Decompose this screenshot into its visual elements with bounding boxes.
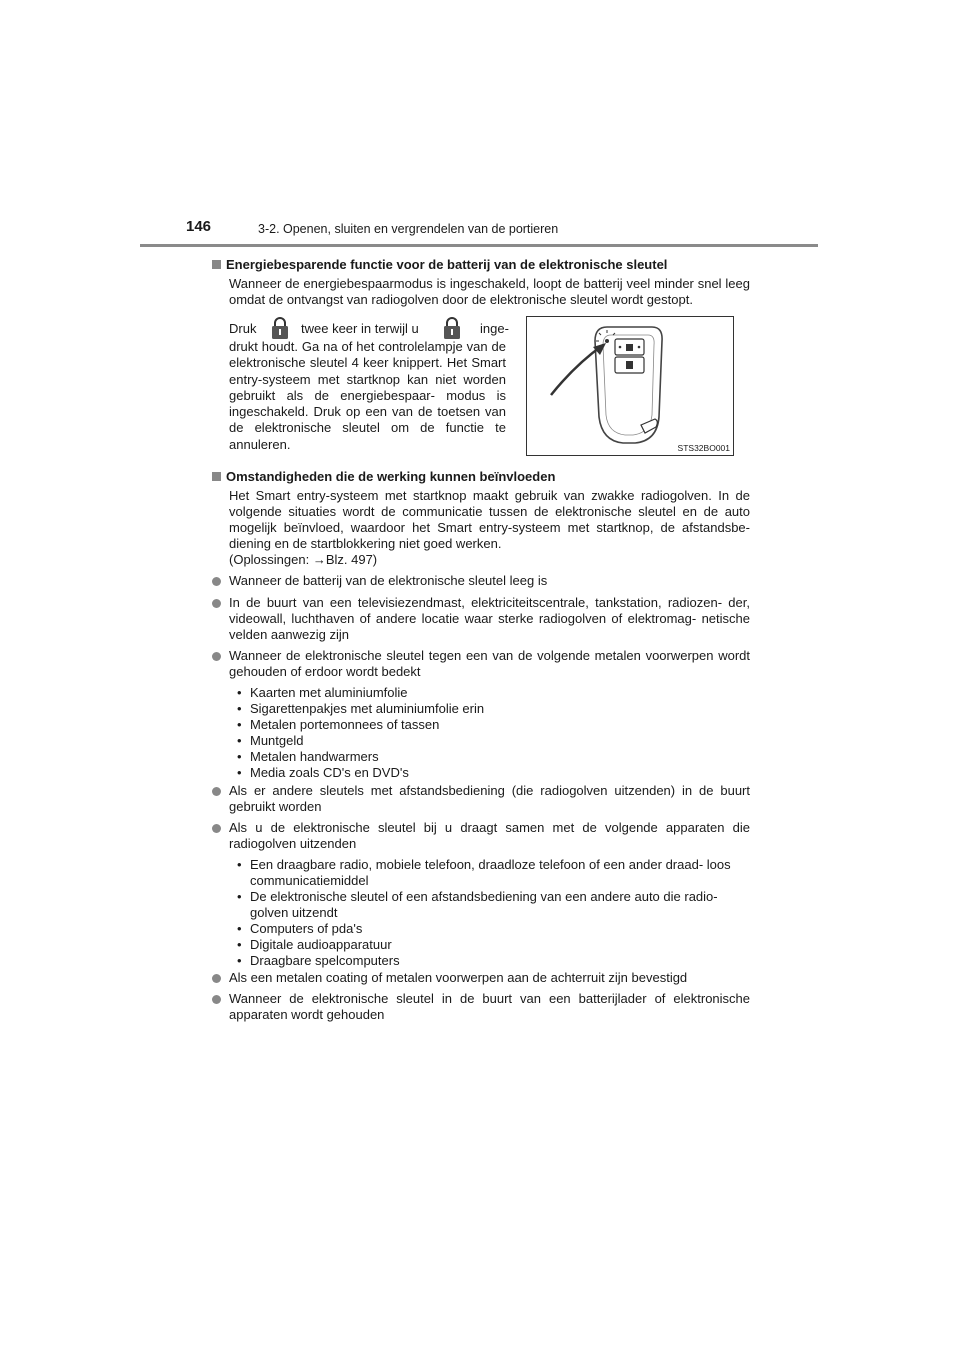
section-heading: Omstandigheden die de werking kunnen beïnvloeden — [212, 469, 555, 484]
section-heading: Energiebesparende functie voor de batterij van de elektronische sleutel — [212, 257, 667, 272]
list-item: • Muntgeld — [237, 733, 304, 748]
lock-icon — [443, 316, 461, 340]
square-bullet-icon — [212, 260, 221, 269]
metal-objects-list — [237, 685, 750, 781]
list-item: In de buurt van een televisiezendmast, elektriciteitscentrale, tankstation, radiozen- der, videowall, luchthaven of andere locatie waar sterke radiogolven of elektromag- netische velden aanwezig zijn — [212, 595, 750, 643]
list-item: • Metalen portemonnees of tassen — [237, 717, 440, 732]
druk-word: Druk — [229, 321, 257, 336]
list-item: • Een draagbare radio, mobiele telefoon, draadloze telefoon of een ander draad- loos communicatiemiddel — [237, 857, 731, 888]
square-bullet-icon — [212, 472, 221, 481]
circle-bullet-icon — [212, 599, 221, 608]
list-item: Als er andere sleutels met afstandsbediening (die radiogolven uitzenden) in de buurt gebruikt worden — [212, 783, 750, 815]
list-item: Als een metalen coating of metalen voorwerpen aan de achterruit zijn bevestigd — [212, 970, 750, 986]
list-item: • Media zoals CD's en DVD's — [237, 765, 409, 780]
circle-bullet-icon — [212, 787, 221, 796]
list-item: • Metalen handwarmers — [237, 749, 379, 764]
list-item: • Digitale audioapparatuur — [237, 937, 392, 952]
page-number: 146 — [186, 218, 212, 235]
list-item: • Sigarettenpakjes met aluminiumfolie erin — [237, 701, 485, 716]
inge-text: inge- — [480, 321, 509, 336]
circle-bullet-icon — [212, 577, 221, 586]
circle-bullet-icon — [212, 974, 221, 983]
list-item: • De elektronische sleutel of een afstandsbediening van een andere auto die radio- golven uitzendt — [237, 889, 718, 920]
key-fob-illustration — [527, 317, 733, 455]
list-item: • Draagbare spelcomputers — [237, 953, 400, 968]
figure-code: STS32BO001 — [677, 443, 730, 453]
radio-devices-list — [237, 857, 750, 969]
circle-bullet-icon — [212, 995, 221, 1004]
list-item: Als u de elektronische sleutel bij u draagt samen met de volgende apparaten die radiogolven uitzenden — [212, 820, 750, 852]
chapter-title: 3-2. Openen, sluiten en vergrendelen van de portieren — [258, 222, 559, 236]
twee-keer-text: twee keer in terwijl u — [301, 321, 419, 336]
key-fob-figure — [526, 316, 734, 456]
list-item: • Kaarten met aluminiumfolie — [237, 685, 408, 700]
list-item: Wanneer de elektronische sleutel in de buurt van een batterijlader of elektronische apparaten wordt gehouden — [212, 991, 750, 1023]
list-item: Wanneer de batterij van de elektronische sleutel leeg is — [212, 573, 750, 589]
lock-icon — [271, 316, 289, 340]
section-intro: Wanneer de energiebespaarmodus is ingeschakeld, loopt de batterij veel minder snel leeg omdat de ontvangst van radiogolven door de elektronische sleutel wordt gestopt. — [229, 276, 750, 307]
list-item: • Computers of pda's — [237, 921, 363, 936]
circle-bullet-icon — [212, 824, 221, 833]
circle-bullet-icon — [212, 652, 221, 661]
header-divider — [140, 244, 818, 247]
solutions-reference: (Oplossingen: →Blz. 497) — [229, 552, 378, 567]
section-intro: Het Smart entry-systeem met startknop maakt gebruik van zwakke radiogolven. In de volgende situaties wordt de communicatie tussen de elektronische sleutel en de auto mogelijk beïnvloed, waardoor het Smart entry-systeem met startknop, de afstandsbe- diening en de startblokkering niet goed werken. — [229, 488, 750, 551]
energy-save-body: drukt houdt. Ga na of het controlelampje van de elektronische sleutel 4 keer knippert. Het Smart entry-systeem met startknop kan niet worden gebruikt als de energiebespaar- modus is ingeschakeld. Druk op een van de toetsen van de elektronische sleutel om de functie te annuleren. — [229, 339, 506, 452]
list-item: Wanneer de elektronische sleutel tegen een van de volgende metalen voorwerpen wordt gehouden of erdoor wordt bedekt — [212, 648, 750, 680]
